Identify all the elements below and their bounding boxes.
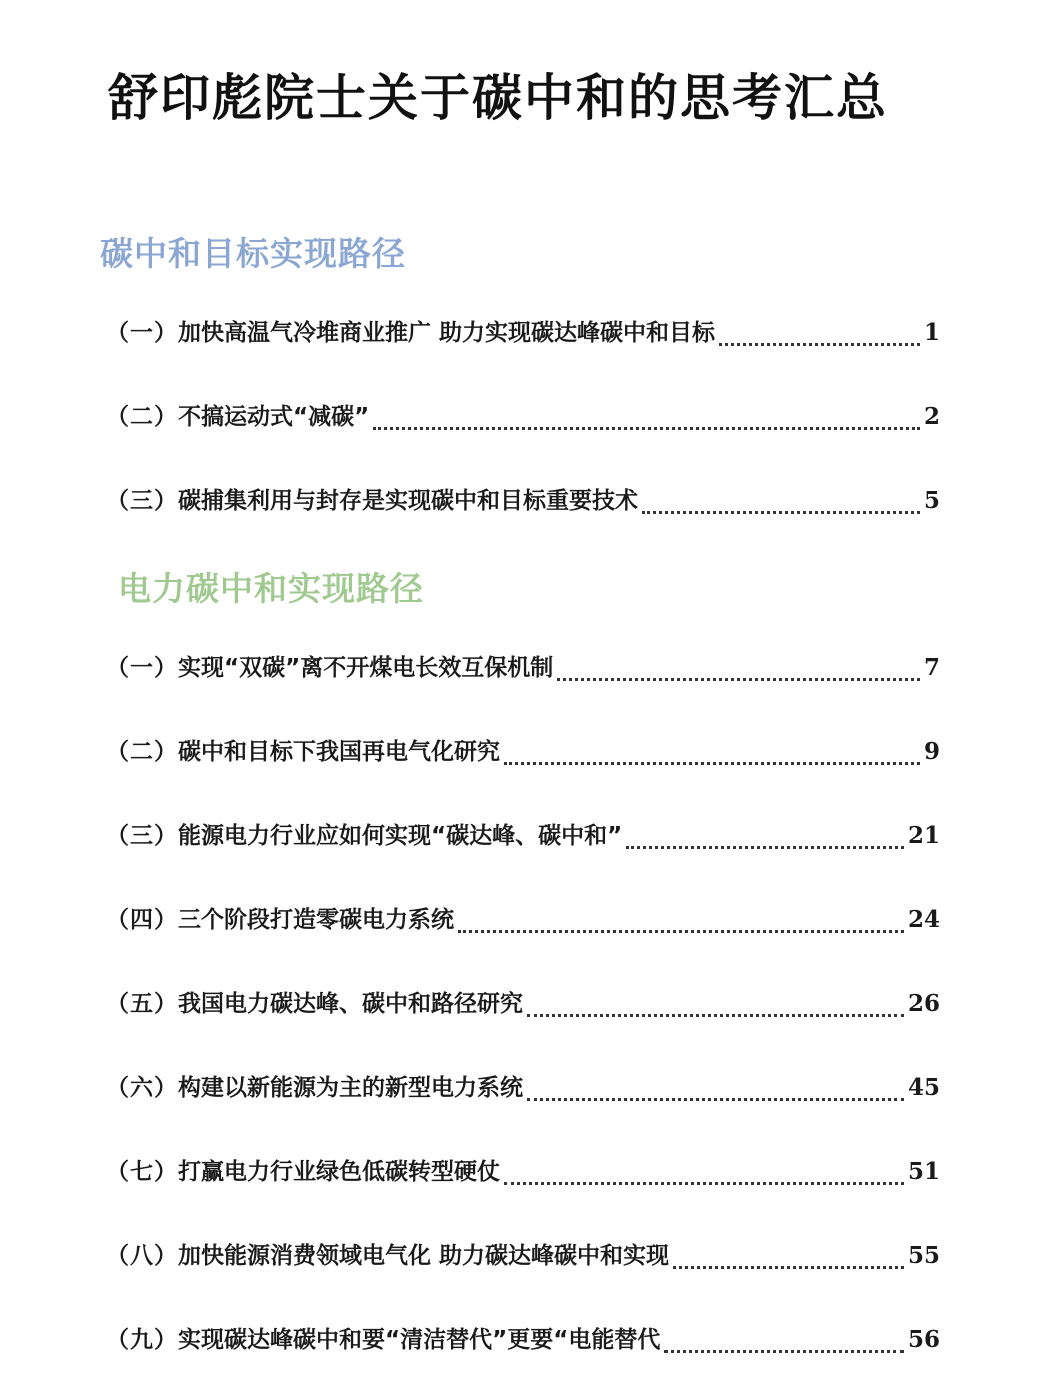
toc-entry[interactable] — [106, 733, 940, 773]
toc-entry-page: 21 — [907, 822, 940, 849]
toc-entry[interactable] — [106, 1321, 940, 1361]
toc-entry-label: 三个阶段打造零碳电力系统 — [178, 907, 454, 933]
toc-entry-page: 24 — [907, 906, 940, 933]
toc-entry[interactable] — [106, 1237, 940, 1277]
toc-entry-number: （五） — [106, 990, 178, 1017]
toc-entry[interactable] — [106, 314, 940, 354]
toc-entry-label: 碳中和目标下我国再电气化研究 — [178, 739, 500, 765]
toc-entry-page: 45 — [907, 1074, 940, 1101]
toc-entry[interactable] — [106, 482, 940, 522]
toc-entry-page: 5 — [923, 487, 940, 514]
dot-leader — [719, 336, 920, 346]
toc-entry-number: （四） — [106, 906, 178, 933]
toc-entry-number: （二） — [106, 738, 178, 765]
document-title: 舒印彪院士关于碳中和的思考汇总 — [108, 69, 888, 127]
toc-entry[interactable] — [106, 1153, 940, 1193]
toc-entry-number: （六） — [106, 1074, 178, 1101]
toc-entry-label: 加快高温气冷堆商业推广 助力实现碳达峰碳中和目标 — [178, 320, 716, 346]
dot-leader — [664, 1343, 904, 1353]
toc-entry-number: （一） — [106, 654, 178, 681]
toc-entry-label: 碳捕集利用与封存是实现碳中和目标重要技术 — [178, 488, 638, 514]
toc-entry-label: 加快能源消费领域电气化 助力碳达峰碳中和实现 — [178, 1243, 670, 1269]
toc-entry[interactable] — [106, 901, 940, 941]
dot-leader — [373, 420, 920, 430]
toc-entry-page: 26 — [907, 990, 940, 1017]
toc-entry-number: （三） — [106, 487, 178, 514]
toc-entry-number: （二） — [106, 403, 178, 430]
toc-entry[interactable] — [106, 817, 940, 857]
dot-leader — [673, 1259, 904, 1269]
toc-entry-page: 55 — [907, 1242, 940, 1269]
toc-entry-number: （一） — [106, 319, 178, 346]
toc-entry-page: 51 — [907, 1158, 940, 1185]
toc-entry-label: 实现“双碳”离不开煤电长效互保机制 — [178, 655, 554, 681]
toc-entry-page: 2 — [923, 403, 940, 430]
toc-entry[interactable] — [106, 985, 940, 1025]
dot-leader — [557, 671, 920, 681]
toc-entry-label: 能源电力行业应如何实现“碳达峰、碳中和” — [178, 823, 623, 849]
toc-entry-number: （七） — [106, 1158, 178, 1185]
toc-entry-number: （九） — [106, 1326, 178, 1353]
toc-entry-label: 打赢电力行业绿色低碳转型硬仗 — [178, 1159, 500, 1185]
dot-leader — [527, 1007, 904, 1017]
dot-leader — [642, 504, 920, 514]
dot-leader — [504, 755, 920, 765]
section-heading-power-carbon-neutral-path: 电力碳中和实现路径 — [118, 569, 424, 608]
section-heading-carbon-neutral-path: 碳中和目标实现路径 — [100, 234, 406, 273]
toc-entry-label: 不搞运动式“减碳” — [178, 404, 370, 430]
toc-entry[interactable] — [106, 398, 940, 438]
toc-entry-page: 1 — [923, 319, 940, 346]
toc-entry-page: 9 — [923, 738, 940, 765]
toc-entry-label: 构建以新能源为主的新型电力系统 — [178, 1075, 523, 1101]
toc-entry-page: 7 — [923, 654, 940, 681]
dot-leader — [626, 839, 904, 849]
toc-entry-page: 56 — [907, 1326, 940, 1353]
toc-entry[interactable] — [106, 1069, 940, 1109]
toc-entry-label: 实现碳达峰碳中和要“清洁替代”更要“电能替代 — [178, 1327, 661, 1353]
toc-entry-number: （八） — [106, 1242, 178, 1269]
dot-leader — [458, 923, 904, 933]
toc-entry-label: 我国电力碳达峰、碳中和路径研究 — [178, 991, 523, 1017]
dot-leader — [527, 1091, 904, 1101]
toc-entry[interactable] — [106, 649, 940, 689]
dot-leader — [504, 1175, 904, 1185]
toc-entry-number: （三） — [106, 822, 178, 849]
